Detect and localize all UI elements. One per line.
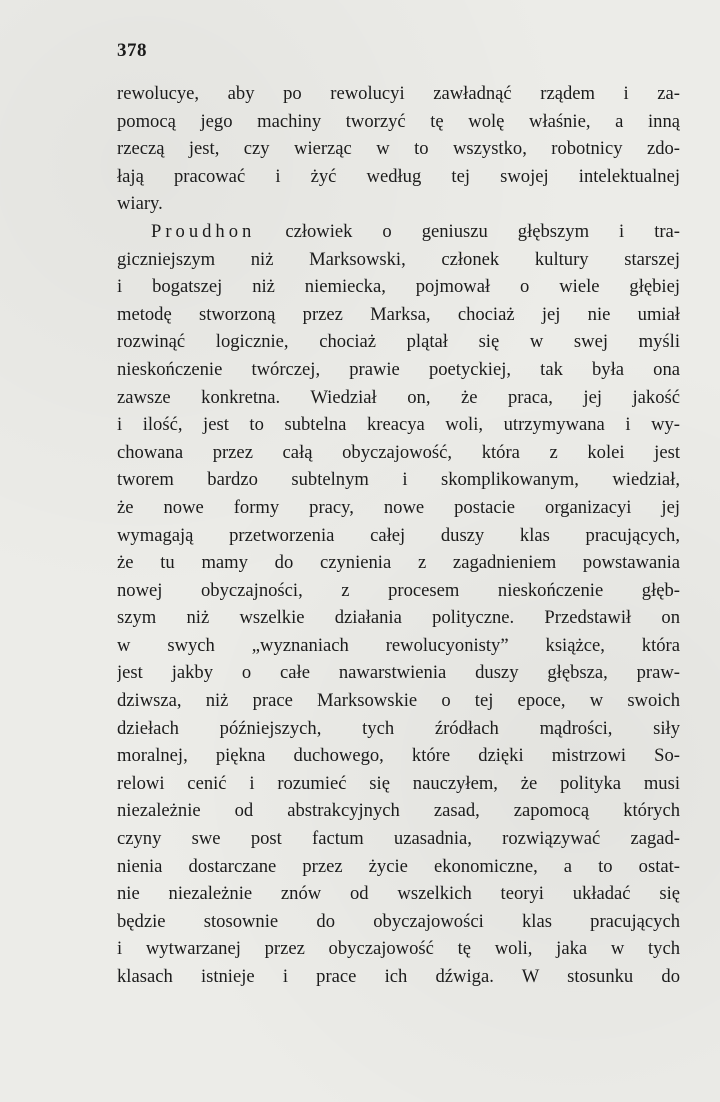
text-line-first [117,218,680,246]
text-line: wymagają przetworzenia całej duszy klas pracujących, [117,524,680,546]
text-line: czyny swe post factum uzasadnia, rozwiązywać zagad- [117,828,680,850]
text-line: że tu mamy do czynienia z zagadnieniem powstawania [117,552,680,574]
text-line: tworem bardzo subtelnym i skomplikowanym, wiedział, [117,469,680,491]
text-line: rewolucye, aby po rewolucyi zawładnąć rządem i za- [117,83,680,104]
text-line: moralnej, piękna duchowego, które dzięki mistrzowi So- [117,745,680,767]
text-line: że nowe formy pracy, nowe postacie organizacyi jej [117,496,680,518]
text-line: rozwinąć logicznie, chociaż plątał się w swej myśli [117,331,680,353]
text-line: będzie stosownie do obyczajowości klas pracujących [117,910,680,932]
text-line: nieskończenie twórczej, prawie poetyckiej, tak była ona [117,358,680,380]
text-line: i wytwarzanej przez obyczajowość tę woli, jaka w tych [117,938,680,960]
text-line: metodę stworzoną przez Marksa, chociaż jej nie umiał [117,303,680,325]
text-line: nie niezależnie znów od wszelkich teoryi układać się [117,883,680,905]
text-line: w swych „wyznaniach rewolucyonisty” książce, która [117,634,680,656]
page-number: 378 [117,40,147,61]
text-line: i ilość, jest to subtelna kreacya woli, utrzymywana i wy- [117,414,680,436]
text-line: giczniejszym niż Marksowski, członek kultury starszej [117,248,680,270]
text-line: klasach istnieje i prace ich dźwiga. W stosunku do [117,966,680,987]
spaced-name-proudhon: Proudhon [151,220,256,242]
text-line: nienia dostarczane przez życie ekonomiczne, a to ostat- [117,855,680,877]
text-line: szym niż wszelkie działania polityczne. Przedstawił on [117,607,680,629]
text-line: niezależnie od abstrakcyjnych zasad, zapomocą których [117,800,680,822]
text-line: pomocą jego machiny tworzyć tę wolę właśnie, a inną [117,110,680,132]
text-line: zawsze konkretna. Wiedział on, że praca, jej jakość [117,386,680,408]
body-text [117,80,680,991]
text-line: wiary. [117,193,163,215]
text-line: dziełach późniejszych, tych źródłach mądrości, siły [117,717,680,739]
text-line: i bogatszej niż niemiecka, pojmował o wiele głębiej [117,276,680,298]
text-line: relowi cenić i rozumieć się nauczyłem, że polityka musi [117,772,680,794]
text-line: jest jakby o całe nawarstwienia duszy głębsza, praw- [117,662,680,684]
paragraph-2 [117,218,680,991]
text-line: dziwsza, niż prace Marksowskie o tej epoce, w swoich [117,690,680,712]
paragraph-1 [117,80,680,218]
text-line: łają pracować i żyć według tej swojej intelektualnej [117,165,680,187]
text-line: rzeczą jest, czy wierząc w to wszystko, robotnicy zdo- [117,138,680,160]
text-line-rest: człowiek o geniuszu głębszym i tra- [255,220,680,242]
text-line: chowana przez całą obyczajowość, która z kolei jest [117,441,680,463]
text-line: nowej obyczajności, z procesem nieskończenie głęb- [117,579,680,601]
